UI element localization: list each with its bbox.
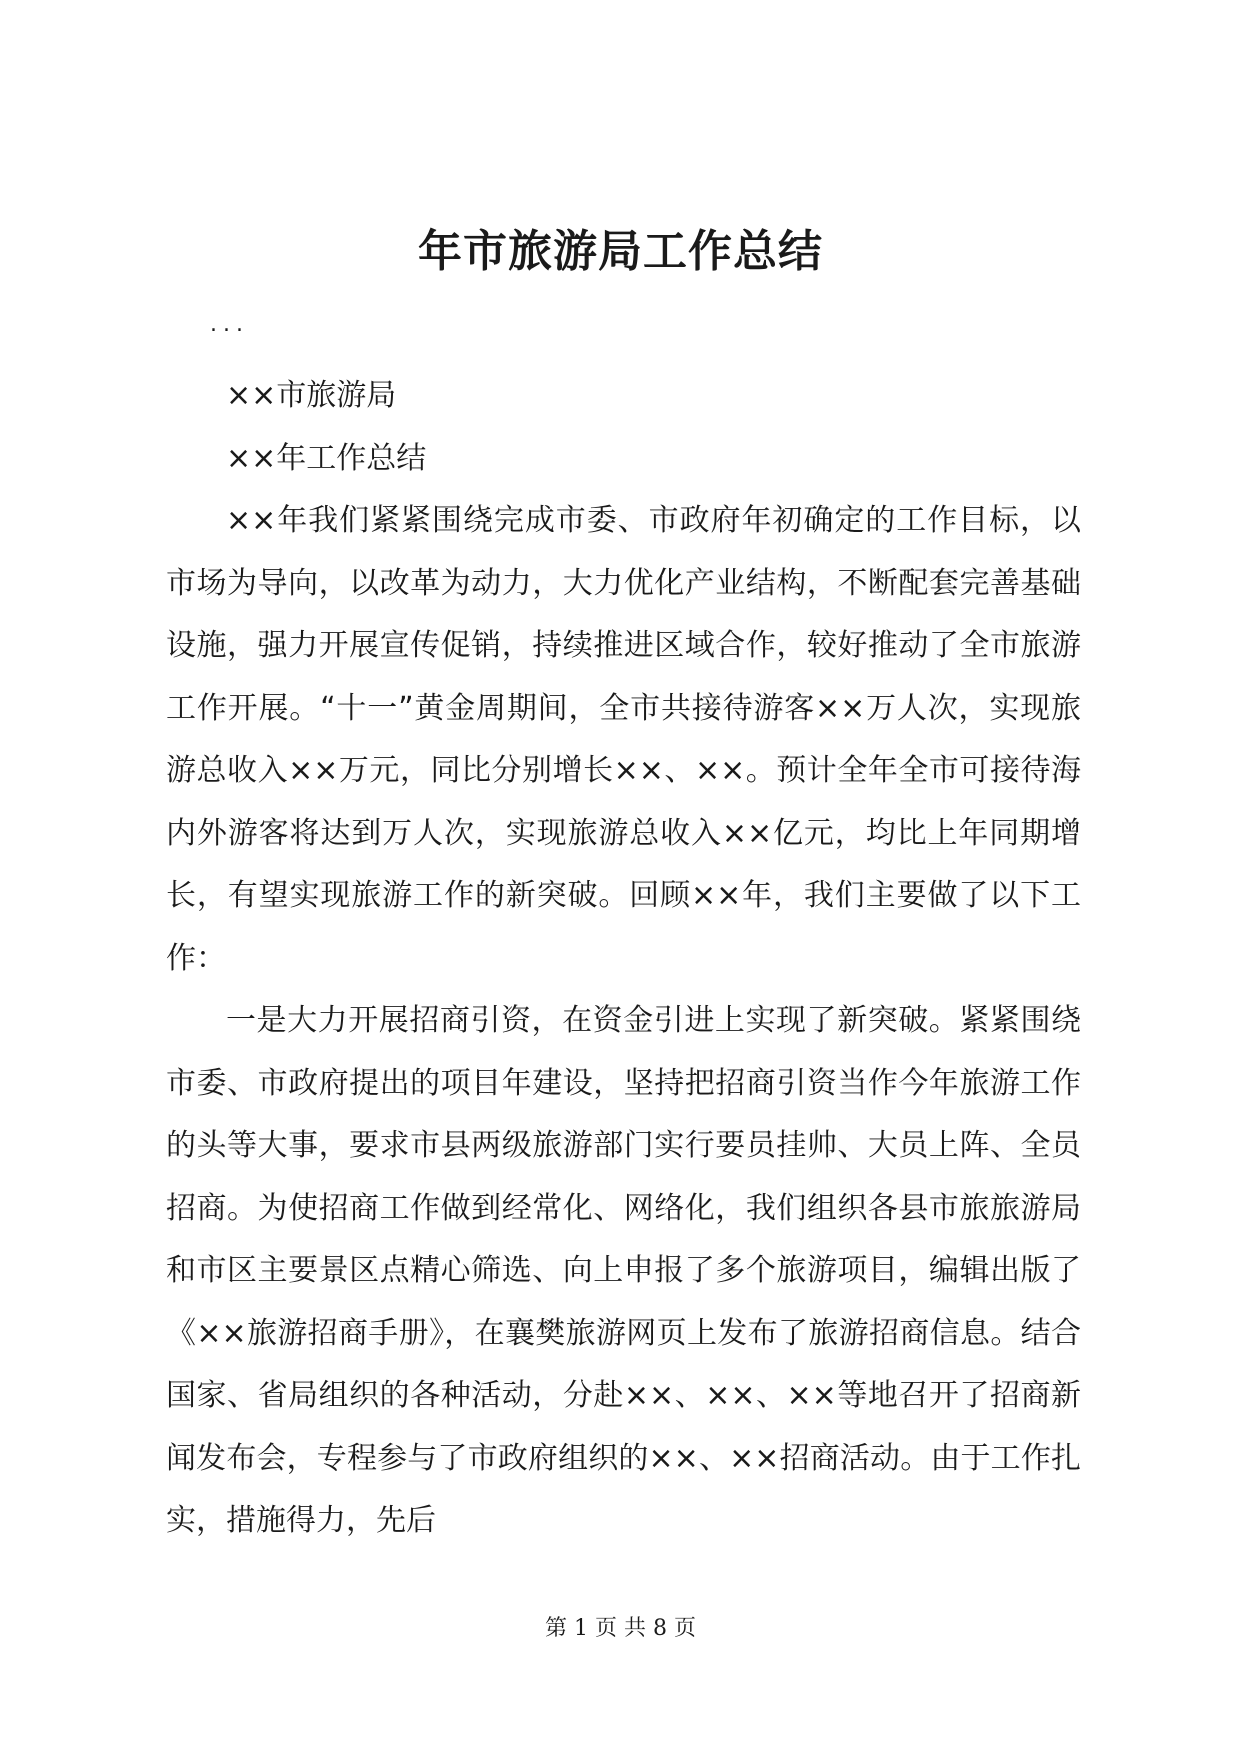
document-body [166, 305, 1081, 1553]
intro-paragraph: ××年我们紧紧围绕完成市委、市政府年初确定的工作目标，以市场为导向，以改革为动力，大力优化产业结构，不断配套完善基础设施，强力开展宣传促销，持续推进区域合作，较好推动了全市旅游工作开展。“十一”黄金周期间，全市共接待游客××万人次，实现旅游总收入××万元，同比分别增长××、××。预计全年全市可接待海内外游客将达到万人次，实现旅游总收入××亿元，均比上年同期增长，有望实现旅游工作的新突破。回顾××年，我们主要做了以下工作： [166, 503, 1081, 976]
subtitle-line: ××年工作总结 [226, 440, 427, 476]
document-title: 年市旅游局工作总结 [418, 226, 823, 277]
org-line: ××市旅游局 [226, 378, 397, 413]
section-one-paragraph: 一是大力开展招商引资，在资金引进上实现了新突破。紧紧围绕市委、市政府提出的项目年建设，坚持把招商引资当作今年旅游工作的头等大事，要求市县两级旅游部门实行要员挂帅、大员上阵、全员招商。为使招商工作做到经常化、网络化，我们组织各县市旅旅游局和市区主要景区点精心筛选、向上申报了多个旅游项目，编辑出版了《××旅游招商手册》，在襄樊旅游网页上发布了旅游招商信息。结合国家、省局组织的各种活动，分赴××、××、××等地召开了招商新闻发布会，专程参与了市政府组织的××、××招商活动。由于工作扎实，措施得力，先后 [166, 1003, 1081, 1538]
page-number-footer: 第 1 页 共 8 页 [545, 1616, 696, 1641]
ellipsis-marker: ... [210, 312, 249, 337]
